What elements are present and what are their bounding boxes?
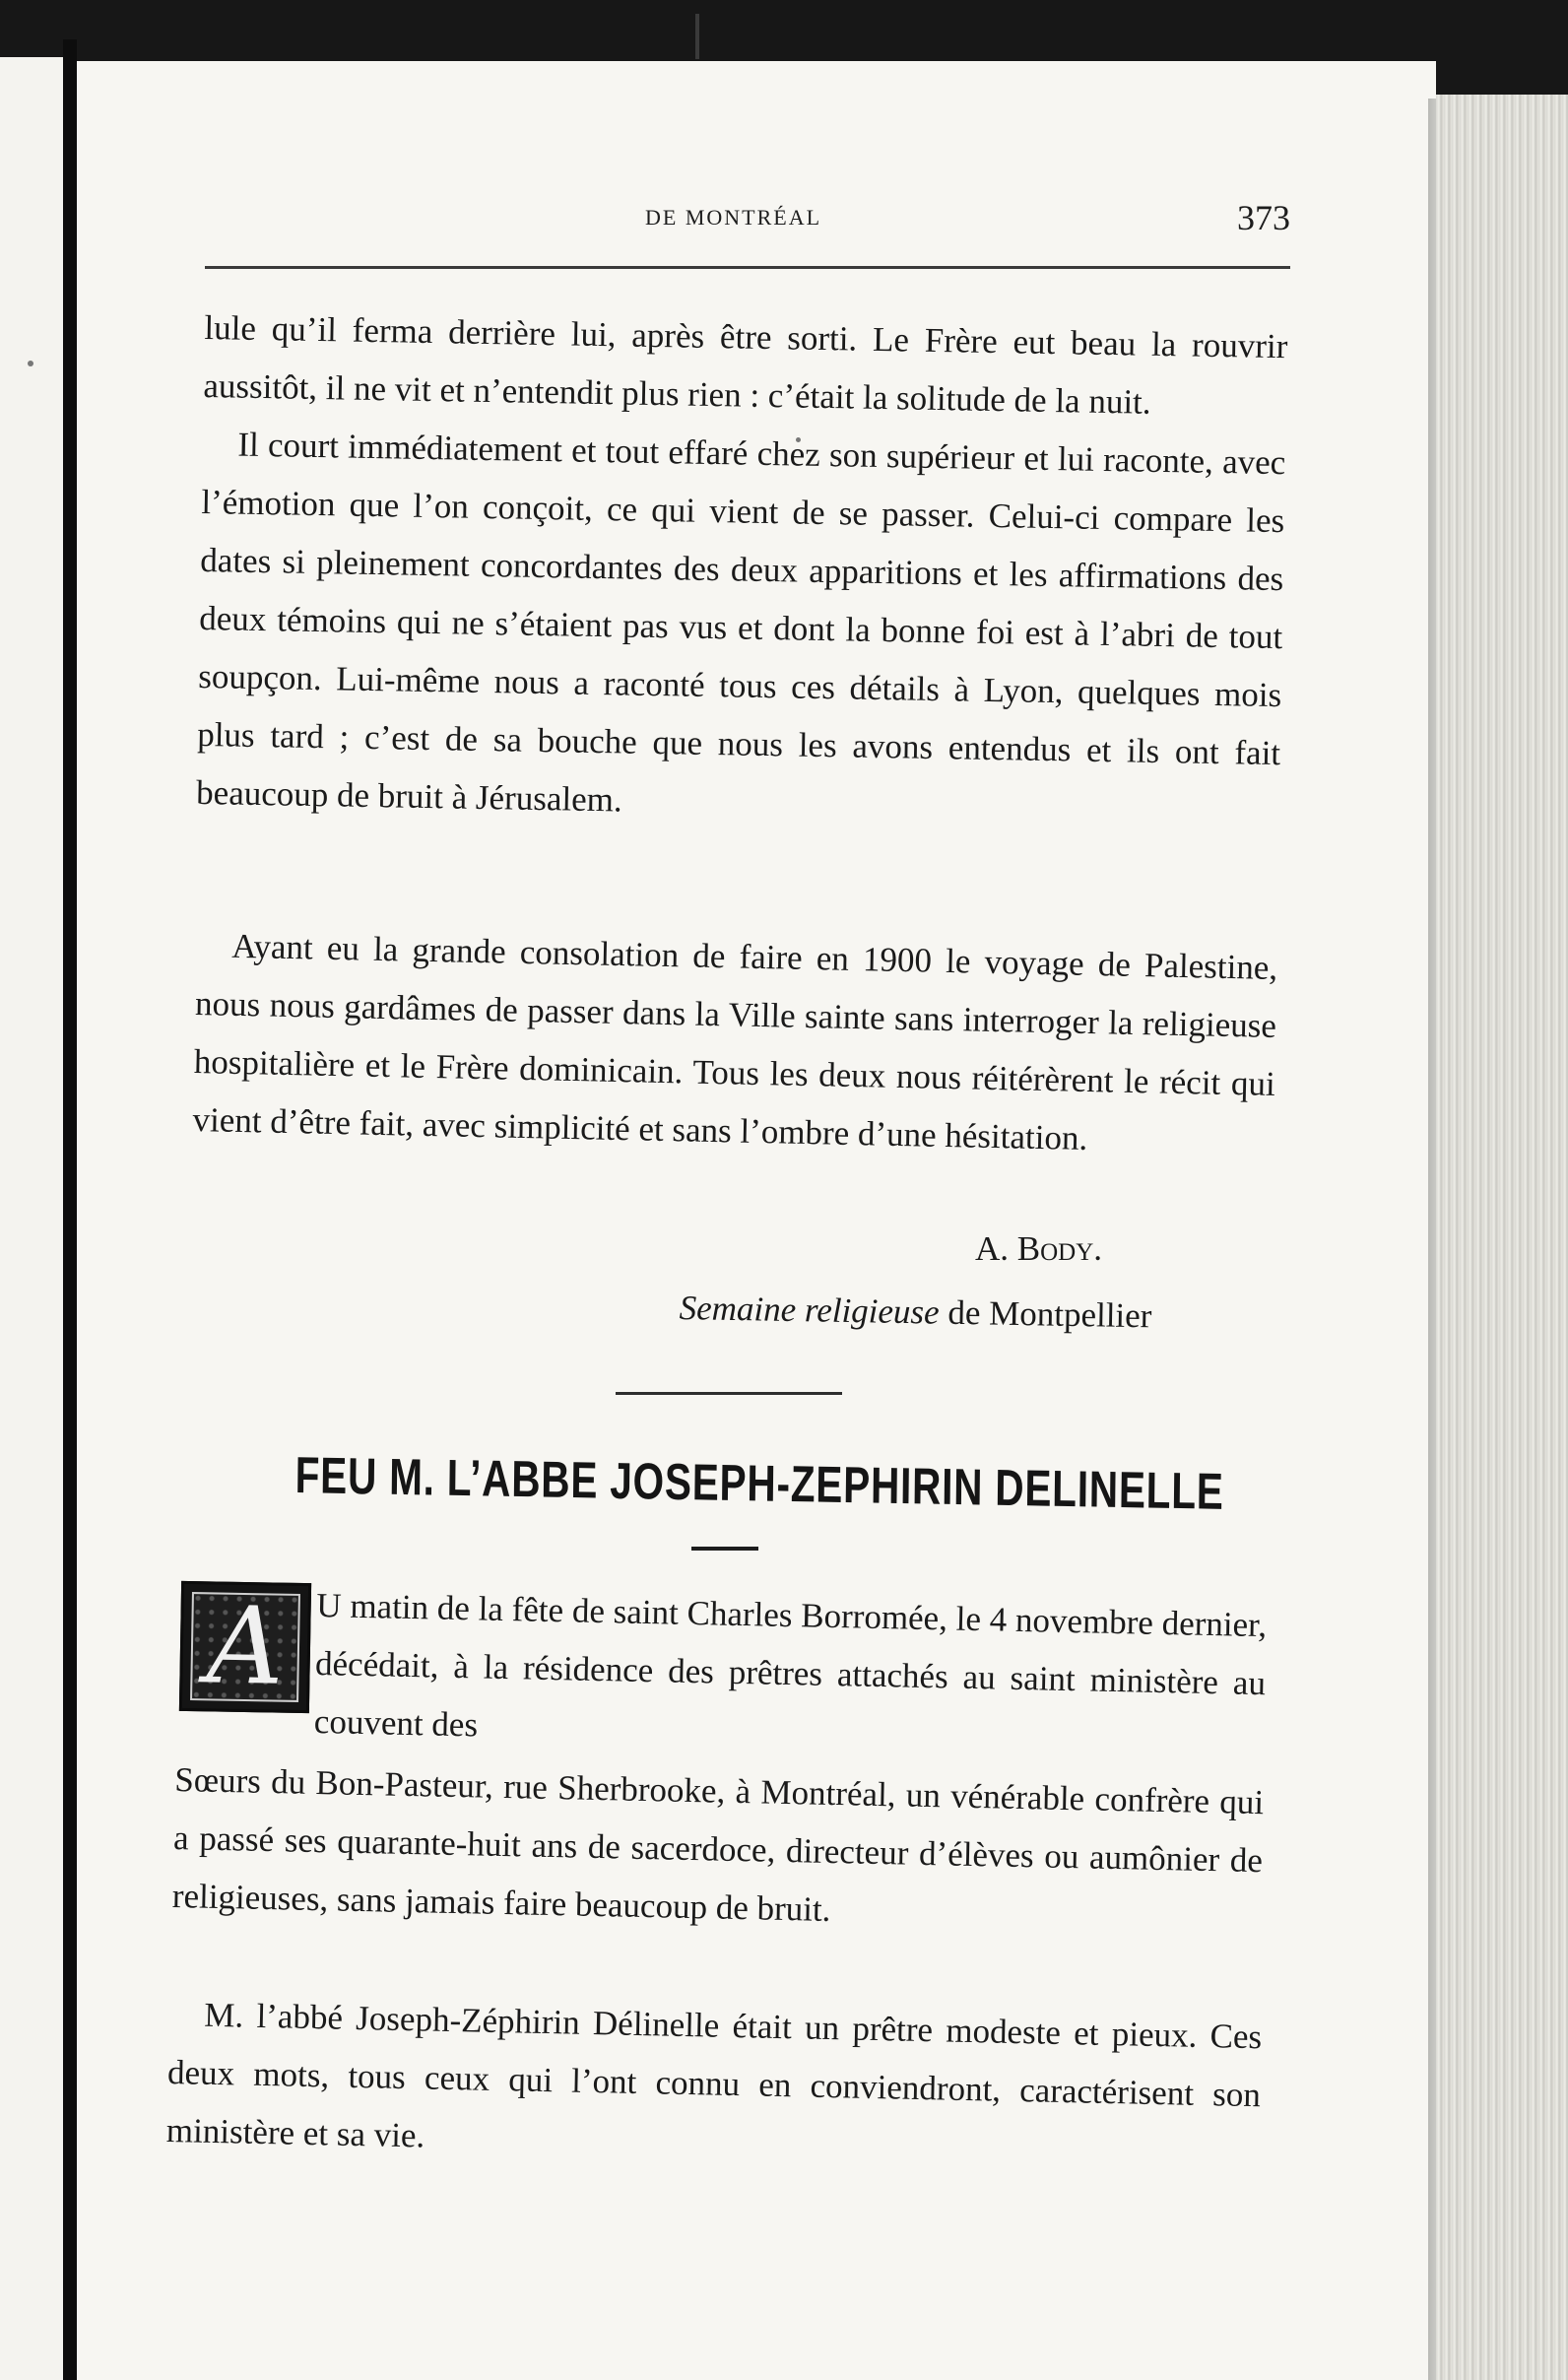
paragraph: Il court immédiatement et tout effaré chez son supérieur et lui raconte, avec l’émotion que l’on conçoit, ce qui vient de se passer. Celui-ci compare les dates si pleinement concordantes des deux apparitions et les affirmations des deux témoins qui ne s’étaient pas vus et dont la bonne foi est à l’abri de tout soupçon. Lui-même nous a raconté tous ces détails à Lyon, quelques mois plus tard ; c’est de sa bouche que nous les avons entendus et ils ont fait beaucoup de bruit à Jérusalem. xyxy=(195,425,1286,820)
obituary-title: FEU M. L’ABBE JOSEPH-ZEPHIRIN DELINELLE xyxy=(294,1446,1225,1521)
drop-cap-letter: A xyxy=(205,1584,286,1709)
drop-cap xyxy=(179,1581,311,1713)
paragraph-text: M. l’abbé Joseph-Zéphirin Délinelle était un prêtre modeste et pieux. Ces deux mots, tous ceux qui l’ont connu en conviendront, caractérisent son ministère et sa vie. xyxy=(165,1995,1263,2155)
paragraph xyxy=(192,916,1278,1171)
paragraph-text: Ayant eu la grande consolation de faire en 1900 le voyage de Palestine, nous nous gardâmes de passer dans la Ville sainte sans interroger la religieuse hospitalière et le Frère dominicain. Tous les deux nous réitérèrent le récit qui vient d’être fait, avec simplicité et sans l’ombre d’une hésitation. xyxy=(192,926,1278,1157)
author-signature xyxy=(975,1229,1102,1269)
header-rule xyxy=(205,266,1290,269)
source-citation xyxy=(679,1289,1151,1336)
obituary-opening xyxy=(313,1576,1267,1770)
article-continuation xyxy=(196,298,1288,840)
page-fore-edge xyxy=(1436,95,1568,2380)
left-page-margin xyxy=(0,57,63,2380)
running-title: DE MONTRÉAL xyxy=(645,205,822,230)
source-publication: Semaine religieuse xyxy=(679,1289,941,1332)
obituary-continuation xyxy=(171,1751,1264,1948)
author-initial: A. xyxy=(975,1229,1010,1268)
paragraph-text: U matin de la fête de saint Charles Borromée, le 4 novembre dernier, décédait, à la résidence des prêtres attachés au saint ministère au couvent des xyxy=(313,1585,1268,1745)
paragraph-text: Sœurs du Bon-Pasteur, rue Sherbrooke, à Montréal, un vénérable confrère qui a passé ses quarante-huit ans de sacerdoce, directeur d’élèves ou aumônier de religieuses, sans jamais faire beaucoup de bruit. xyxy=(171,1759,1265,1929)
section-separator xyxy=(616,1392,842,1395)
source-place: de Montpellier xyxy=(947,1292,1152,1336)
obituary-paragraph xyxy=(165,1985,1262,2182)
page-number: 373 xyxy=(1237,198,1290,237)
title-rule xyxy=(691,1547,758,1551)
author-name: Body. xyxy=(1016,1229,1103,1268)
scan-mark xyxy=(695,14,699,59)
scan-speck xyxy=(28,361,33,366)
paragraph: lule qu’il ferma derrière lui, après être sorti. Le Frère eut beau la rouvrir aussitôt, il ne vit et n’entendit plus rien : c’était la solitude de la nuit. xyxy=(203,307,1288,422)
book-gutter xyxy=(63,39,77,2380)
running-head xyxy=(207,197,1290,246)
